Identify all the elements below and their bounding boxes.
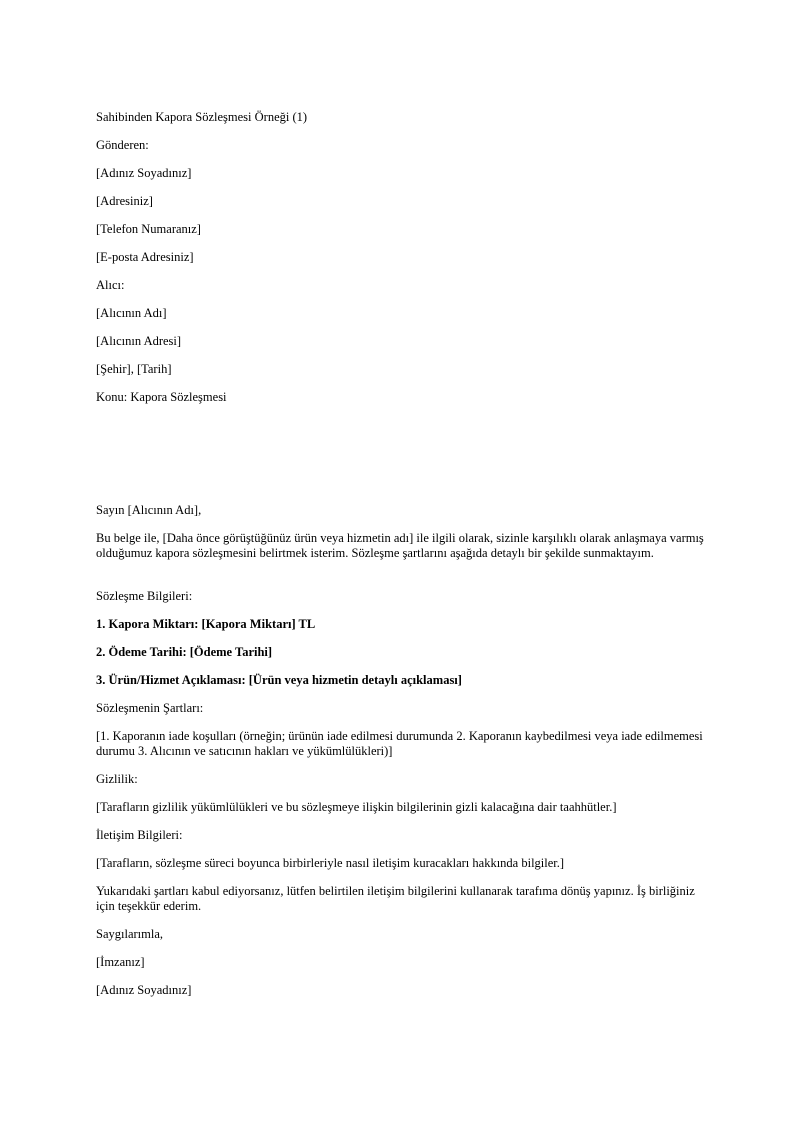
document-title: Sahibinden Kapora Sözleşmesi Örneği (1) (96, 110, 308, 124)
contract-info-label: Sözleşme Bilgileri: (96, 589, 193, 603)
privacy-paragraph: [Tarafların gizlilik yükümlülükleri ve bu sözleşmeye ilişkin bilgilerinin gizli kalacağına dair taahhütler.] (96, 800, 617, 814)
contract-item-description: 3. Ürün/Hizmet Açıklaması: [Ürün veya hizmetin detaylı açıklaması] (96, 673, 462, 687)
terms-paragraph: [1. Kaporanın iade koşulları (örneğin; ürünün iade edilmesi durumunda 2. Kaporanın kaybedilmesi veya iade edilmemesi durumu 3. Alıcının ve satıcının hakları ve yükümlülükleri)] (96, 729, 703, 758)
sender-email: [E-posta Adresiniz] (96, 250, 194, 264)
signature-line: [İmzanız] (96, 955, 145, 969)
city-date: [Şehir], [Tarih] (96, 362, 172, 376)
contact-label: İletişim Bilgileri: (96, 828, 183, 842)
closing-name: [Adınız Soyadınız] (96, 983, 192, 997)
intro-paragraph: Bu belge ile, [Daha önce görüştüğünüz ürün veya hizmetin adı] ile ilgili olarak, sizinle karşılıklı olarak anlaşmaya varmış olduğumuz kapora sözleşmesini belirtmek isterim. Sözleşme şartlarını aşağıda detaylı bir şekilde sunmaktayım. (96, 531, 704, 560)
sender-phone: [Telefon Numaranız] (96, 222, 201, 236)
contact-paragraph: [Tarafların, sözleşme süreci boyunca birbirleriyle nasıl iletişim kuracakları hakkında bilgiler.] (96, 856, 565, 870)
contract-item-payment-date: 2. Ödeme Tarihi: [Ödeme Tarihi] (96, 645, 273, 659)
recipient-label: Alıcı: (96, 278, 125, 292)
recipient-name: [Alıcının Adı] (96, 306, 167, 320)
sender-name: [Adınız Soyadınız] (96, 166, 192, 180)
privacy-label: Gizlilik: (96, 772, 138, 786)
sender-address: [Adresiniz] (96, 194, 153, 208)
salutation: Sayın [Alıcının Adı], (96, 503, 202, 517)
terms-label: Sözleşmenin Şartları: (96, 701, 204, 715)
contract-item-deposit-amount: 1. Kapora Miktarı: [Kapora Miktarı] TL (96, 617, 316, 631)
recipient-address: [Alıcının Adresi] (96, 334, 182, 348)
closing-paragraph: Yukarıdaki şartları kabul ediyorsanız, lütfen belirtilen iletişim bilgilerini kullanarak tarafıma dönüş yapınız. İş birliğiniz için teşekkür ederim. (96, 884, 695, 913)
regards-line: Saygılarımla, (96, 927, 163, 941)
sender-label: Gönderen: (96, 138, 149, 152)
subject-line: Konu: Kapora Sözleşmesi (96, 390, 227, 404)
